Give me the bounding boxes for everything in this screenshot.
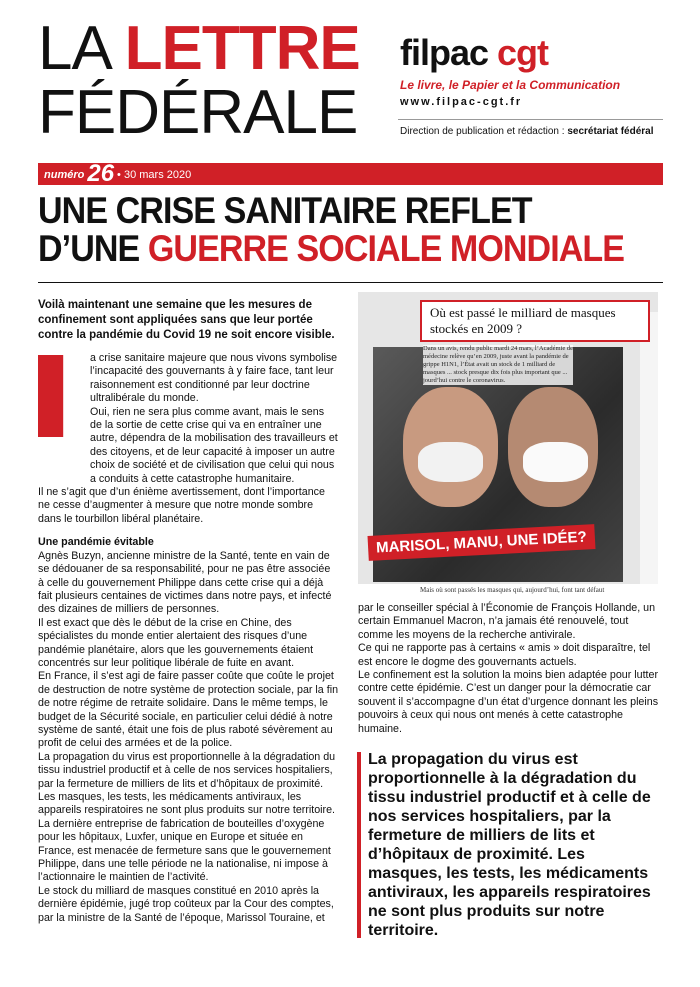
photo-banner: MARISOL, MANU, UNE IDÉE? <box>368 524 596 561</box>
photo-caption: Mais où sont passés les masques qui, aujourd’hui, font tant défaut <box>420 586 605 594</box>
photo-callout: Où est passé le milliard de masques stockés en 2009 ? <box>420 300 650 342</box>
article-column-right <box>358 602 663 736</box>
direction-value: secrétariat fédéral <box>567 126 654 137</box>
mask-right <box>523 442 588 482</box>
pullquote: La propagation du virus est proportionnelle à la dégradation du tissu industriel productif et à celle de nos services hospitaliers, par la fermeture de milliers de lits et d’hôpitaux de proximité. Les masques, les tests, les médicaments antiviraux, les appareils respiratoires ne sont plus produits sur notre territoire. <box>368 751 651 939</box>
direction-line <box>400 126 654 137</box>
masthead-lettre: LETTRE <box>124 14 360 83</box>
header-divider <box>398 119 663 120</box>
logo-cgt: cgt <box>497 32 549 73</box>
headline-line1: UNE CRISE SANITAIRE REFLET <box>38 190 532 231</box>
headline-divider <box>38 282 663 283</box>
issue-date: • 30 mars 2020 <box>117 169 192 181</box>
website-link[interactable]: www.filpac-cgt.fr <box>400 96 523 108</box>
paragraph: a crise sanitaire majeure que nous vivons symbolise l’incapacité des gouvernants à y faire face, tant leur raisonnement est conditionné par leur doctrine ultralibérale du monde. <box>90 352 338 405</box>
masthead-line1 <box>38 14 360 83</box>
logo-tagline: Le livre, le Papier et la Communication <box>400 78 621 92</box>
paragraph: Ce qui ne rapporte pas à certains « amis » doit disparaître, tel est encore le dogme des gouvernants actuels. <box>358 642 651 668</box>
mask-left <box>418 442 483 482</box>
headline-line2-b: GUERRE SOCIALE MONDIALE <box>147 228 625 269</box>
direction-label: Direction de publication et rédaction : <box>400 126 568 137</box>
newspaper-edge <box>640 312 658 584</box>
photo-snippet: Dans un avis, rendu public mardi 24 mars, l’Académie de médecine relève qu’en 2009, juste avant la pandémie de grippe H1N1, l’État avait un stock de 1 milliard de masques ... stock presque dix fois plus important que ... jourd’hui contre le coronavirus. <box>423 345 573 384</box>
paragraph: Oui, rien ne sera plus comme avant, mais le sens de la sortie de cette crise qui va en entraîner une autre, dépendra de la mobilisation des travailleurs et des citoyens, et de leur capacité à imposer un autre choix de société et de civilisation que celui qui nous a conduits à cette catastrophe humanitaire. <box>90 405 338 485</box>
masthead-la: LA <box>38 14 125 83</box>
paragraph: En France, il s’est agi de faire passer coûte que coûte le projet de destruction de notre système de protection sociale, par la fin de notre régime de retraite solidaire. Dans le même temps, le budget de la Sécurité sociale, en particulier celui dédié à notre système de santé, était une fois de plus raboté sévèrement au profit de celui des armées et de la police. <box>38 670 339 750</box>
headline <box>38 192 624 268</box>
paragraph: La propagation du virus est proportionnelle à la dégradation du tissu industriel productif et à celle de nos services hospitaliers, par la fermeture de milliers de lits et d’hôpitaux de proximité. <box>38 750 336 790</box>
headline-line2-a: D’UNE <box>38 228 148 269</box>
filpac-logo[interactable] <box>400 32 548 74</box>
paragraph: Les masques, les tests, les médicaments antiviraux, les appareils respiratoires ne sont plus produits sur notre territoire. La dernière entreprise de fabrication de bouteilles d’oxygène pour les hôpitaux, Luxfer, unique en Europe et située en France, est menacée de fermeture sans que le gouvernement Philippe, dans une telle période ne la nationalise, ni impose à l’actionnaire le maintien de l’activité. <box>38 791 336 884</box>
pullquote-bar <box>357 752 361 938</box>
article-lead: Voilà maintenant une semaine que les mesures de confinement sont appliquées sans que leur portée contre la pandémie du Covid 19 ne soit encore visible. <box>38 299 335 341</box>
paragraph: Le stock du milliard de masques constitué en 2010 après la dernière épidémie, jugé trop coûteux par la Cour des comptes, par la ministre de la Santé de l’époque, Marissol Touraine, et <box>38 884 334 924</box>
issue-number: 26 <box>87 160 115 187</box>
issue-info <box>44 160 192 187</box>
issue-label: numéro <box>44 169 85 181</box>
headline-line2 <box>38 230 624 268</box>
paragraph: Le confinement est la solution la moins bien adaptée pour lutter contre cette épidémie. C’est un danger pour la démocratie car souvent il s’accompagne d’un état d’urgence donnant les pleins pouvoirs à ceux qui nous ont menés à cette catastrophe humaine. <box>358 669 659 735</box>
paragraph: par le conseiller spécial à l’Économie de François Hollande, un certain Emmanuel Macron, n’a jamais été renouvelé, tout comme les moyens de la recherche antivirale. <box>358 602 656 641</box>
paragraph: Il ne s’agit que d’un énième avertissement, dont l’importance ne cesse d’augmenter à mesure que notre monde sombre dans le tourbillon libéral planétaire. <box>38 486 325 525</box>
paragraph: Il est exact que dès le début de la crise en Chine, des spécialistes du monde entier alertaient des risques d’une pandémie planétaire, alors que les gouvernements étaient concentrés sur leur politique libérale de fuite en avant. <box>38 616 314 669</box>
section-subtitle: Une pandémie évitable <box>38 536 154 549</box>
masthead-line2: FÉDÉRALE <box>38 78 358 147</box>
logo-filpac: filpac <box>400 32 498 73</box>
paragraph: Agnès Buzyn, ancienne ministre de la Santé, tente en vain de se dédouaner de sa responsabilité, pour ne pas être associée à celle du gouvernement Philippe dans cette crise qui a déjà fait plusieurs centaines de victimes dans notre pays, et infecté des dizaines de milliers de personnes. <box>38 549 332 616</box>
article-column-left <box>38 352 338 925</box>
